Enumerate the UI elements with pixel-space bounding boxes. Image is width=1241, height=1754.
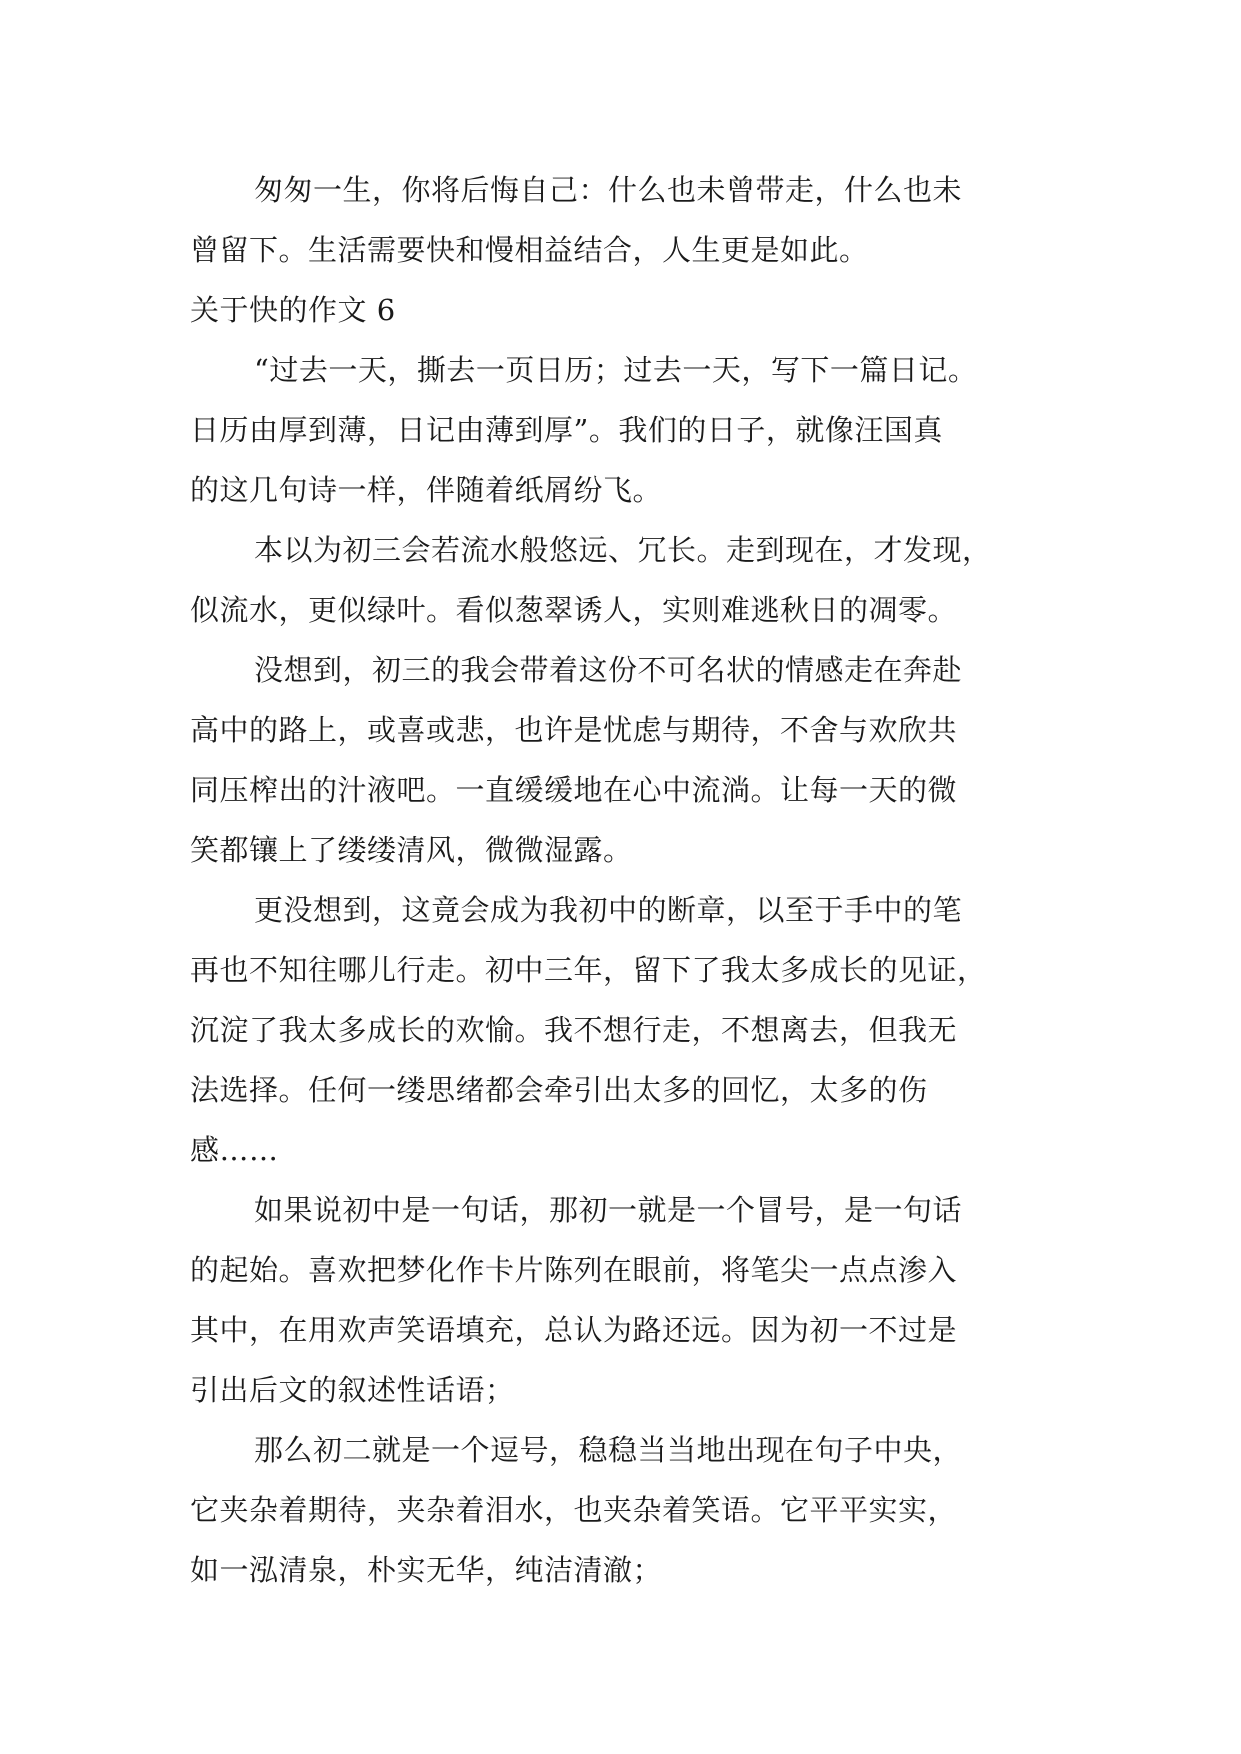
document-body xyxy=(190,160,1050,1600)
text-line: 引出后文的叙述性话语； xyxy=(190,1373,515,1407)
section-heading: 关于快的作文 6 xyxy=(190,293,396,327)
text-line: 同压榨出的汁液吧。一直缓缓地在心中流淌。让每一天的微 xyxy=(190,773,958,807)
text-line: 本以为初三会若流水般悠远、冗长。走到现在，才发现， xyxy=(254,533,992,567)
text-line: 感…… xyxy=(190,1133,279,1167)
text-line: 的这几句诗一样，伴随着纸屑纷飞。 xyxy=(190,473,663,507)
text-line: 日历由厚到薄，日记由薄到厚”。我们的日子，就像汪国真 xyxy=(190,413,943,447)
text-line: 的起始。喜欢把梦化作卡片陈列在眼前，将笔尖一点点渗入 xyxy=(190,1253,958,1287)
text-line: 它夹杂着期待，夹杂着泪水，也夹杂着笑语。它平平实实， xyxy=(190,1493,958,1527)
text-line: 曾留下。生活需要快和慢相益结合，人生更是如此。 xyxy=(190,233,869,267)
text-line: 其中，在用欢声笑语填充，总认为路还远。因为初一不过是 xyxy=(190,1313,958,1347)
text-line: 法选择。任何一缕思绪都会牵引出太多的回忆，太多的伤 xyxy=(190,1073,928,1107)
text-line: 如果说初中是一句话，那初一就是一个冒号，是一句话 xyxy=(254,1193,963,1227)
text-line: 高中的路上，或喜或悲，也许是忧虑与期待，不舍与欢欣共 xyxy=(190,713,958,747)
text-line: 没想到，初三的我会带着这份不可名状的情感走在奔赴 xyxy=(254,653,963,687)
text-line: 如一泓清泉，朴实无华，纯洁清澈； xyxy=(190,1553,663,1587)
text-line: 沉淀了我太多成长的欢愉。我不想行走，不想离去，但我无 xyxy=(190,1013,958,1047)
text-line: 匆匆一生，你将后悔自己：什么也未曾带走，什么也未 xyxy=(254,173,963,207)
text-line: 更没想到，这竟会成为我初中的断章，以至于手中的笔 xyxy=(254,893,963,927)
text-line: 再也不知往哪儿行走。初中三年，留下了我太多成长的见证， xyxy=(190,953,987,987)
text-line: “过去一天，撕去一页日历；过去一天，写下一篇日记。 xyxy=(254,353,978,387)
text-line: 那么初二就是一个逗号，稳稳当当地出现在句子中央， xyxy=(254,1433,963,1467)
text-line: 似流水，更似绿叶。看似葱翠诱人，实则难逃秋日的凋零。 xyxy=(190,593,958,627)
text-line: 笑都镶上了缕缕清风，微微湿露。 xyxy=(190,833,633,867)
